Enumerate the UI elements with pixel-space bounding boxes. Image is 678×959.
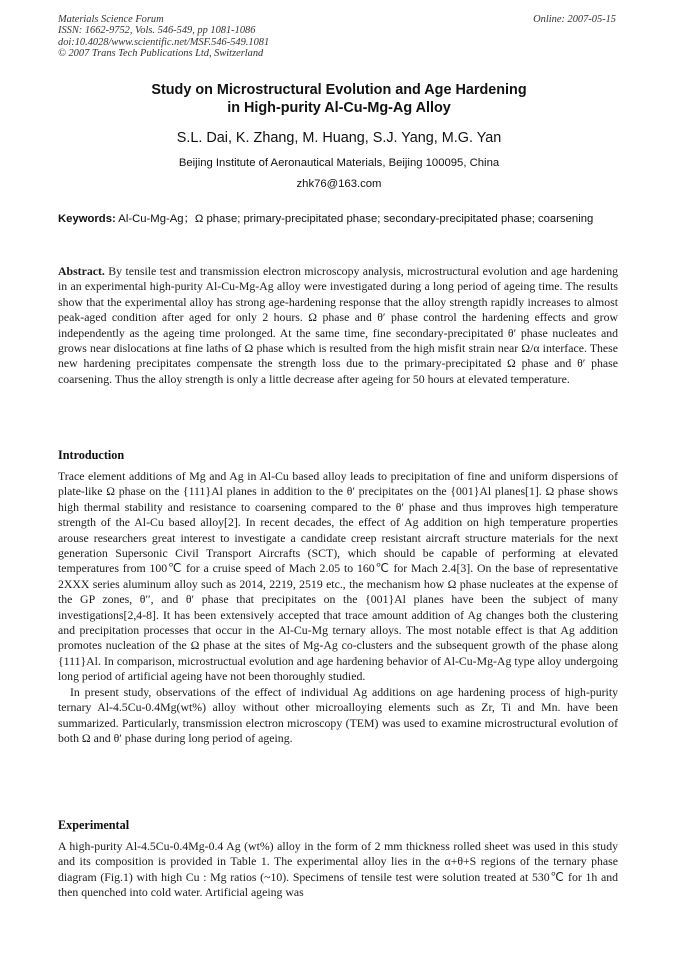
authors: S.L. Dai, K. Zhang, M. Huang, S.J. Yang, M.G. Yan [176,130,502,146]
abstract [58,264,618,387]
experimental-body [58,839,618,901]
journal-name: Materials Science Forum [58,14,164,25]
paper-title [0,81,678,117]
email[interactable]: zhk76@163.com [296,178,382,190]
abstract-text: By tensile test and transmission electron microscopy analysis, microstructural evolution and age hardening in an experimental high-purity Al-Cu-Mg-Ag alloy were investigated during a long period of ageing time. The results show that the experimental alloy has strong age-hardening response that the alloy strength rapidly increases to almost peak-aged condition after aged for only 2 hours. Ω phase and θ′ phase control the hardening effects and grow independently as the ageing time prolonged. At the same time, fine secondary-precipitated θ′ phase nucleates and grows near dislocations at fine laths of Ω phase which is resulted from the high misfit strain near Ω/α interface. These new hardening precipitates compensate the strength loss due to the primary-precipitated Ω phase and θ′ phase coarsening. Thus the alloy strength is only a little decrease after ageing for 50 hours at elevated temperature. [58,264,618,386]
introduction-heading: Introduction [58,448,125,462]
introduction-paragraph-1: Trace element additions of Mg and Ag in Al-Cu based alloy leads to precipitation of fine and uniform dispersions of plate-like Ω phase on the {111}Al planes in addition to the θ′ precipitates on the {001}Al planes[1]. Ω phase shows high thermal stability and resistance to coarsening compared to the θ′ phase and thus improves high temperature strength of the Al-Cu based alloy[2]. In recent decades, the effect of Ag addition on high temperature properties arouse researchers great interest to investigate a candidate creep resistant aircraft structure materials for the next generation Supersonic Civil Transport Aircrafts (SCT), which should be capable of performing at elevated temperatures from 100℃ for a cruise speed of Mach 2.05 to 160℃ for Mach 2.4[3]. On the base of representative 2XXX series aluminum alloy such as 2014, 2219, 2519 etc., the mechanism how Ω phase nucleates at the expense of the GP zones, θ′′, and θ′ phase that precipitates on the {001}Al planes have been the subject of many investigations[2,4-8]. It has been extensively accepted that trace amount addition of Ag changes both the clustering and precipitation processes that occur in the Al-Cu-Mg ternary alloys. The most notable effect is that Ag addition promotes nucleation of the Ω phase at the sites of Mg-Ag co-clusters and the subsequent growth of the phase along {111}Al. In comparison, microstructual evolution and age hardening behavior of Al-Cu-Mg-Ag type alloy undergoing long period of artificial ageing have not been thoroughly studied. [58,469,618,684]
journal-doi[interactable]: doi:10.4028/www.scientific.net/MSF.546-549.1081 [58,36,270,48]
title-line-1: Study on Microstructural Evolution and Age Hardening [151,82,527,98]
abstract-label: Abstract. [58,264,105,278]
affiliation: Beijing Institute of Aeronautical Materials, Beijing 100095, China [178,157,500,169]
online-date: Online: 2007-05-15 [533,14,616,25]
experimental-heading: Experimental [58,818,130,832]
introduction-paragraph-2: In present study, observations of the effect of individual Ag additions on age hardening process of high-purity ternary Al-4.5Cu-0.4Mg(wt%) alloy without other microalloying elements such as Zr, Ti and Mn. have been summarized. Particularly, transmission electron microscopy (TEM) was used to examine microstructural evolution of both Ω and θ′ phase during long period of ageing. [58,684,618,745]
introduction-body [58,469,618,746]
keywords-text: Al-Cu-Mg-Ag；Ω phase; primary-precipitated phase; secondary-precipitated phase; coarsening [115,213,594,225]
experimental-paragraph-1: A high-purity Al-4.5Cu-0.4Mg-0.4 Ag (wt%) alloy in the form of 2 mm thickness rolled sheet was used in this study and its composition is provided in Table 1. The experimental alloy lies in the α+θ+S regions of the ternary phase diagram (Fig.1) with high Cu : Mg ratios (~10). Specimens of tensile test were solution treated at 530℃ for 1h and then quenched into cold water. Artificial ageing was [58,839,618,900]
journal-copyright: © 2007 Trans Tech Publications Ltd, Switzerland [58,48,264,60]
journal-issn: ISSN: 1662-9752, Vols. 546-549, pp 1081-1086 [58,25,256,37]
journal-header [58,14,269,60]
keywords [58,212,618,228]
title-line-2: in High-purity Al-Cu-Mg-Ag Alloy [227,100,451,116]
keywords-label: Keywords: [58,213,116,225]
